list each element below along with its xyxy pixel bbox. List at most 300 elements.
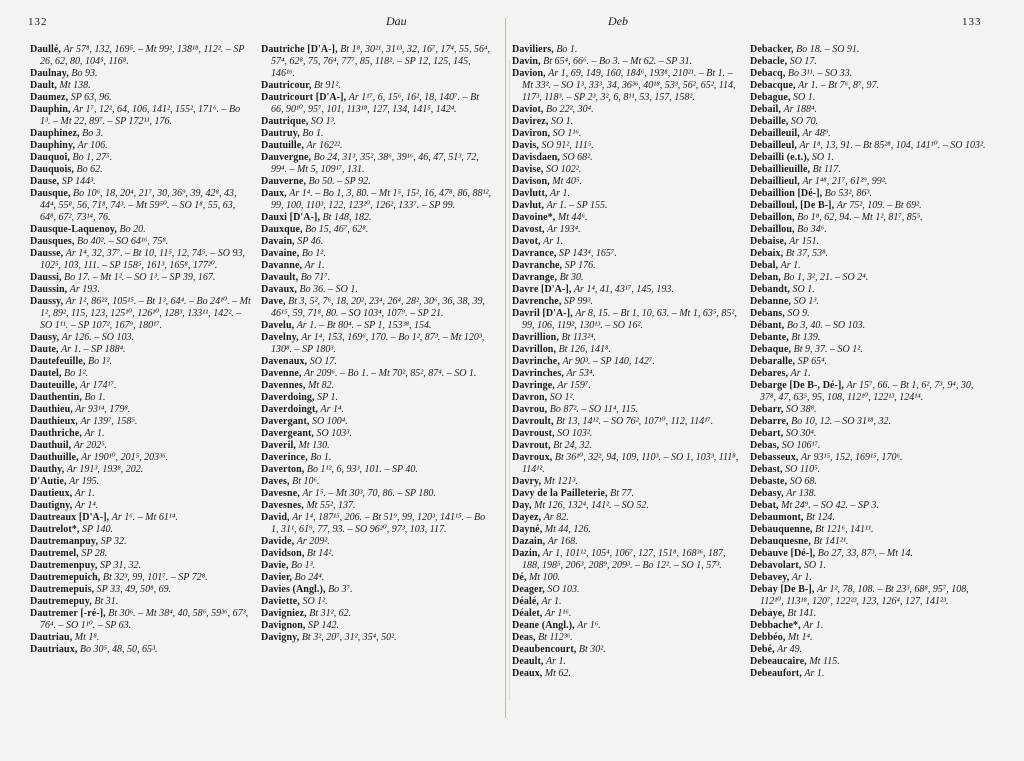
entry-references: Ar 1⁴. [320, 404, 345, 415]
left-page [18, 0, 508, 761]
index-entry [261, 512, 493, 536]
entry-references: Mt 55², 137. [306, 500, 356, 511]
index-entry [30, 248, 253, 272]
entry-name: Daveril, [261, 440, 296, 451]
entry-references: Bo 1. [310, 452, 332, 463]
entry-references: Bt 139. [791, 332, 821, 343]
entry-name: Debasy, [750, 488, 784, 499]
entry-name: Davigny, [261, 632, 300, 643]
entry-references: Bt 36¹⁰, 32², 94, 109, 110³. – SO 1, 103³, 111⁸, 114¹². [522, 452, 739, 475]
index-entry [512, 596, 744, 608]
index-entry [750, 620, 988, 632]
index-entry [750, 164, 988, 176]
index-entry [750, 272, 988, 284]
entry-references: Bo 71⁷. [300, 272, 331, 283]
index-entry [750, 632, 988, 644]
entry-references: Bt 30². [578, 644, 606, 655]
entry-references: Ar 1⁶. [577, 620, 601, 631]
entry-name: Debaise, [750, 236, 787, 247]
entry-references: SP 65⁴. [797, 356, 828, 367]
entry-name: Dazain, [512, 536, 546, 547]
entry-name: Dautremel, [30, 548, 79, 559]
index-entry [261, 560, 493, 572]
entry-name: Debauve [Dé-], [750, 548, 816, 559]
index-entry [512, 260, 744, 272]
index-entry [750, 404, 988, 416]
entry-references: SO 110⁵. [785, 464, 821, 475]
index-entry [750, 584, 988, 608]
entry-references: Bo 36. – SO 1. [299, 284, 358, 295]
entry-references: Bo 15, 46⁷, 62⁸. [305, 224, 369, 235]
entry-references: Bo 17. – Mt 1². – SO 1³. – SP 39, 167. [64, 272, 216, 283]
entry-references: Bo 34⁶. [797, 224, 827, 235]
entry-name: Debailloul, [De B-], [750, 200, 835, 211]
entry-references: Ar 90³. – SP 140, 142⁷. [562, 356, 655, 367]
entry-name: Davrance, [512, 248, 557, 259]
entry-references: Ar 126. – SO 103. [61, 332, 134, 343]
index-entry [512, 428, 744, 440]
index-entry [512, 440, 744, 452]
entry-name: Dautricourt [D'A-], [261, 92, 347, 103]
index-entry [261, 128, 493, 140]
index-entry [261, 572, 493, 584]
index-entry [512, 344, 744, 356]
entry-name: Dauphiny, [30, 140, 76, 151]
entry-references: Ar 191³, 193⁸, 202. [66, 464, 144, 475]
entry-name: Debaillieuille, [750, 164, 811, 175]
entry-references: Ar 1⁴, 187¹⁵, 206. – Bt 51⁹, 99, 120³, 141¹⁵. – Bo 1, 31¹, 61⁹, 77, 93. – SO 96²⁰, 97³, 103, 117. [271, 512, 486, 535]
entry-references: Ar 49. [777, 644, 803, 655]
entry-name: Dayné, [512, 524, 543, 535]
entry-name: Debaumont, [750, 512, 804, 523]
entry-references: Ar 1⁴, 153, 169⁶, 170. – Bo 1², 87³. – Mt 120³, 130⁸. – SP 180³. [271, 332, 485, 355]
index-entry [512, 296, 744, 308]
index-entry [512, 56, 744, 68]
entry-references: Bt 30⁶. – Mt 38⁴, 40, 58⁶, 59³⁶, 67³, 76⁴. – SO 1¹⁰. – SP 63. [40, 608, 249, 631]
entry-name: Dauthentin, [30, 392, 82, 403]
index-entry [750, 140, 988, 152]
index-entry [30, 296, 253, 332]
index-entry [30, 572, 253, 584]
index-entry [750, 380, 988, 404]
entry-references: Mt 115. [809, 656, 840, 667]
right-page-number: 133 [962, 16, 982, 28]
entry-references: Ar 15⁷, 66. – Bt 1, 6², 7³, 9⁴, 30, 37⁸, 47, 63⁵, 95, 108, 112¹⁰, 122¹³, 124¹⁴. [760, 380, 974, 403]
index-entry [750, 368, 988, 380]
entry-references: Bt 121⁶, 141¹¹. [815, 524, 874, 535]
index-entry [30, 512, 253, 524]
entry-name: Davaine, [261, 248, 300, 259]
index-entry [512, 128, 744, 140]
entry-references: Ar 1, 101¹², 105⁴, 106⁷, 127, 151⁸, 168³⁶, 187, 188, 198⁵, 206³, 208⁹, 209³. – Bo 12². – SO 1, 57³. [522, 548, 726, 571]
entry-references: SO 1. [792, 284, 815, 295]
entry-name: Davy de la Pailleterie, [512, 488, 608, 499]
entry-name: Debail, [750, 104, 781, 115]
entry-name: Davroust, [512, 428, 555, 439]
index-entry [261, 392, 493, 404]
entry-name: Davrout, [512, 440, 551, 451]
entry-name: Daverton, [261, 464, 305, 475]
entry-references: Ar 1², 86²², 105¹⁵. – Bt 1³, 64⁴. – Bo 24¹⁰. – Mt 1², 89², 115, 123, 125¹⁰, 126¹⁰, 128³, 133¹¹, 142². – SO 1¹¹. – SP 107², 167⁹, 180¹⁷. [40, 296, 251, 331]
entry-name: Dautricour, [261, 80, 312, 91]
entry-name: Davril [D'A-], [512, 308, 573, 319]
entry-name: Davre [D'A-], [512, 284, 572, 295]
right-column-1 [512, 44, 744, 680]
entry-references: Ar 1. – SP 188⁴. [61, 344, 126, 355]
index-entry [750, 200, 988, 212]
index-entry [30, 404, 253, 416]
index-entry [30, 332, 253, 344]
entry-name: Debaillou, [750, 224, 795, 235]
entry-name: Davoine*, [512, 212, 556, 223]
entry-name: Daviron, [512, 128, 551, 139]
index-entry [750, 476, 988, 488]
entry-references: SO 103³. [316, 428, 352, 439]
entry-name: Deault, [512, 656, 544, 667]
entry-references: Ar 195. [69, 476, 100, 487]
entry-references: SP 142. [308, 620, 339, 631]
index-entry [261, 152, 493, 176]
entry-name: Debarge [De B-, Dé-], [750, 380, 845, 391]
entry-name: Davrinches, [512, 368, 564, 379]
entry-name: Davignon, [261, 620, 306, 631]
entry-references: SO 1². [549, 392, 575, 403]
entry-references: Bo 20. [119, 224, 146, 235]
entry-name: Dautremepuy, [30, 596, 92, 607]
entry-name: Day, [512, 500, 532, 511]
entry-references: Ar 1¹⁶. [544, 608, 572, 619]
entry-name: Dauteuille, [30, 380, 78, 391]
index-entry [261, 44, 493, 80]
entry-name: Dauquois, [30, 164, 74, 175]
entry-references: SO 1. [550, 116, 574, 127]
entry-references: Ar 1¹⁷, 6, 15⁶, 16², 18, 140⁷. – Bt 66, 90¹⁰, 95⁷, 101, 113¹⁸, 127, 134, 141⁵, 142⁴. [271, 92, 480, 115]
entry-references: Bt 9, 37. – SO 1². [793, 344, 863, 355]
index-entry [30, 128, 253, 140]
index-entry [512, 236, 744, 248]
entry-references: Bt 126, 141⁸. [558, 344, 611, 355]
entry-name: Dauthriche, [30, 428, 82, 439]
entry-name: Dautuille, [261, 140, 304, 151]
index-entry [30, 488, 253, 500]
index-entry [750, 44, 988, 56]
entry-name: Daux, [261, 188, 287, 199]
index-entry [512, 188, 744, 200]
entry-name: Davesne, [261, 488, 300, 499]
entry-references: Ar 106. [77, 140, 108, 151]
entry-references: Ar 190¹⁰, 201⁵, 203³⁶. [81, 452, 169, 463]
right-columns [512, 44, 1002, 680]
index-entry [30, 416, 253, 428]
index-entry [30, 536, 253, 548]
index-entry [30, 452, 253, 464]
entry-references: Bt 31. [94, 596, 119, 607]
entry-references: Ar 174¹⁷. [80, 380, 117, 391]
index-entry [30, 92, 253, 104]
index-entry [30, 80, 253, 92]
entry-name: Debaillon, [750, 212, 795, 223]
entry-references: SO 1². [302, 596, 328, 607]
entry-references: SO 1¹⁶. [552, 128, 582, 139]
entry-name: Daverdoingt, [261, 404, 319, 415]
index-entry [750, 500, 988, 512]
entry-references: Mt 130. [298, 440, 330, 451]
entry-name: Dauxi [D'A-], [261, 212, 321, 223]
entry-references: SO 100⁴. [312, 416, 348, 427]
entry-name: Debas, [750, 440, 780, 451]
entry-references: Bo 1³. [291, 560, 316, 571]
entry-references: Ar 1. [780, 260, 801, 271]
index-entry [30, 68, 253, 80]
index-entry [261, 488, 493, 500]
entry-references: SP 143⁴, 165⁷. [559, 248, 617, 259]
entry-references: Mt 138. [59, 80, 91, 91]
entry-references: Bo 3⁷. [328, 584, 353, 595]
entry-references: Bo 27, 33, 87³. – Mt 14. [817, 548, 913, 559]
entry-name: Dautremenpuy, [30, 560, 98, 571]
entry-name: Debaste, [750, 476, 788, 487]
entry-references: Bt 30. [559, 272, 584, 283]
entry-references: Mt 24⁹. – SO 42. – SP 3. [781, 500, 879, 511]
right-page [512, 0, 1002, 761]
index-entry [261, 608, 493, 620]
entry-name: David, [261, 512, 290, 523]
entry-references: Mt 121³. [543, 476, 578, 487]
index-entry [30, 524, 253, 536]
index-entry [512, 572, 744, 584]
index-entry [750, 464, 988, 476]
entry-name: Debal, [750, 260, 779, 271]
index-entry [750, 332, 988, 344]
entry-references: Ar 209². [296, 536, 330, 547]
entry-references: Bt 112³⁶. [538, 632, 573, 643]
entry-references: Bo 1². [87, 356, 113, 367]
entry-references: Bo 1, 27⁵. [72, 152, 113, 163]
index-entry [261, 236, 493, 248]
entry-name: Davranche, [512, 260, 563, 271]
entry-name: Debaillieul, [750, 176, 800, 187]
entry-references: Ar 138. [786, 488, 817, 499]
entry-name: Debanne, [750, 296, 792, 307]
entry-name: Davis, [512, 140, 539, 151]
entry-references: SO 1. [793, 92, 816, 103]
entry-references: Ar 1⁴⁸, 21⁷, 61²⁹, 99². [802, 176, 888, 187]
entry-name: Dautigny, [30, 500, 73, 511]
entry-references: Bt 141²¹. [813, 536, 849, 547]
entry-references: Ar 1⁵. – Mt 30³, 70, 86. – SP 180. [302, 488, 436, 499]
index-entry [750, 176, 988, 188]
entry-references: Ar 202⁵. [73, 440, 108, 451]
index-entry [750, 224, 988, 236]
index-entry [512, 452, 744, 476]
index-entry [750, 416, 988, 428]
index-entry [261, 632, 493, 644]
entry-references: Ar 1⁶. – Mt 61¹⁴. [111, 512, 178, 523]
index-entry [750, 668, 988, 680]
index-entry [30, 164, 253, 176]
entry-references: Ar 57⁸, 132, 169⁵. – Mt 99², 138¹⁸, 112². – SP 26, 62, 80, 104⁵, 116⁸. [40, 44, 245, 67]
entry-name: Dault, [30, 80, 57, 91]
entry-name: Daulnay, [30, 68, 69, 79]
index-entry [512, 224, 744, 236]
entry-references: SO 68. [789, 476, 817, 487]
index-entry [30, 284, 253, 296]
entry-name: Debaix, [750, 248, 784, 259]
entry-references: Bo 1. [556, 44, 578, 55]
index-entry [261, 476, 493, 488]
entry-name: Daviette, [261, 596, 300, 607]
entry-name: Dauthieu, [30, 404, 73, 415]
index-entry [512, 164, 744, 176]
index-entry [750, 560, 988, 572]
entry-name: Deas, [512, 632, 536, 643]
entry-references: Ar 1. [550, 188, 571, 199]
entry-references: Bo 1¹², 6, 93³, 101. – SP 40. [306, 464, 418, 475]
index-entry [750, 452, 988, 464]
entry-references: Bt 65⁴, 66⁶. – Bo 3. – Mt 62. – SP 31. [543, 56, 693, 67]
entry-references: Bt 3², 20⁷, 31², 35⁴, 50². [301, 632, 397, 643]
entry-name: Davrenche, [512, 296, 562, 307]
entry-references: Mt 100. [528, 572, 561, 583]
entry-name: Dautremanpuy, [30, 536, 99, 547]
entry-name: Davergant, [261, 416, 310, 427]
entry-name: Debacker, [750, 44, 794, 55]
index-entry [30, 608, 253, 632]
entry-references: Bo 24⁴. [294, 572, 325, 583]
entry-name: Debacque, [750, 80, 796, 91]
entry-references: SO 1. [811, 152, 835, 163]
entry-references: Mt 1⁴. [787, 632, 813, 643]
index-entry [512, 176, 744, 188]
index-entry [261, 260, 493, 272]
entry-name: Dautreaux [D'A-], [30, 512, 110, 523]
entry-references: Ar 1. [803, 620, 824, 631]
entry-name: Dausse, [30, 248, 64, 259]
entry-name: Daussy, [30, 296, 64, 307]
index-entry [261, 404, 493, 416]
index-entry [512, 68, 744, 104]
entry-references: Ar 1, 69, 149, 160, 184⁶, 193⁸, 210²¹. – Bt 1. – Mt 33². – SO 1³, 33³, 34, 36³⁶, 40¹⁸, 53³, 56², 65², 114, 117³, 118³. – SP 2³, 3², 6, 8¹¹, 53, 157, 158². [522, 68, 736, 103]
entry-references: Ar 8, 15. – Bt 1, 10, 63. – Mt 1, 63⁵, 85², 99, 106, 119², 130¹³. – SO 16². [522, 308, 737, 331]
entry-name: Debandt, [750, 284, 790, 295]
entry-name: Debart, [750, 428, 784, 439]
index-entry [261, 584, 493, 596]
entry-references: Ar 151. [789, 236, 820, 247]
entry-references: Bo 24, 31³, 35², 38⁶, 39¹⁶, 46, 47, 51³, 72, 99⁴. – Mt 5, 109¹⁷, 131. [271, 152, 479, 175]
index-entry [512, 212, 744, 224]
entry-references: Bt 124. [806, 512, 835, 523]
entry-name: Dauphin, [30, 104, 71, 115]
entry-name: Davier, [261, 572, 293, 583]
entry-name: Debarr, [750, 404, 784, 415]
index-entry [261, 188, 493, 212]
entry-name: Davigniez, [261, 608, 307, 619]
entry-name: Davenne, [261, 368, 302, 379]
entry-references: Bt 77. [610, 488, 634, 499]
entry-references: Bt 91². [313, 80, 341, 91]
entry-references: SO 68². [562, 152, 593, 163]
index-entry [30, 560, 253, 572]
entry-references: SP 144³. [61, 176, 96, 187]
index-entry [750, 248, 988, 260]
entry-name: Dauvergne, [261, 152, 312, 163]
entry-name: Davringe, [512, 380, 555, 391]
index-entry [30, 272, 253, 284]
entry-references: Ar 1. [84, 428, 105, 439]
entry-references: SO 1³. [793, 296, 819, 307]
entry-name: Debavolart, [750, 560, 802, 571]
entry-name: Dautriaux, [30, 644, 78, 655]
entry-references: Mt 62. [544, 668, 571, 679]
entry-name: Daviliers, [512, 44, 554, 55]
entry-references: Bt 148, 182. [322, 212, 372, 223]
index-entry [512, 500, 744, 512]
entry-name: Debé, [750, 644, 775, 655]
entry-references: Bo 3¹¹. – SO 33. [787, 68, 853, 79]
entry-references: Bt 24, 32. [553, 440, 593, 451]
entry-name: Davenaux, [261, 356, 308, 367]
entry-name: Davrinche, [512, 356, 560, 367]
entry-references: Ar 1. – SP 155. [546, 200, 608, 211]
entry-name: Davennes, [261, 380, 306, 391]
index-entry [750, 656, 988, 668]
index-entry [750, 104, 988, 116]
entry-references: Ar 1. [804, 668, 825, 679]
entry-references: Bo 62. [76, 164, 103, 175]
entry-name: Dausy, [30, 332, 60, 343]
entry-references: SP 32. [100, 536, 127, 547]
index-entry [750, 236, 988, 248]
entry-references: Ar 93¹⁴, 179⁸. [75, 404, 131, 415]
entry-name: Deane (Angl.), [512, 620, 575, 631]
entry-references: SP 99³. [563, 296, 593, 307]
index-entry [261, 92, 493, 116]
index-entry [30, 176, 253, 188]
index-entry [261, 284, 493, 296]
index-entry [512, 272, 744, 284]
index-entry [750, 152, 988, 164]
entry-name: Debacle, [750, 56, 788, 67]
left-running-head: Dau [386, 14, 407, 28]
index-entry [30, 392, 253, 404]
entry-references: Ar 53⁴. [566, 368, 595, 379]
index-entry [30, 464, 253, 476]
entry-name: Dautel, [30, 368, 62, 379]
entry-name: Daverince, [261, 452, 308, 463]
index-entry [512, 332, 744, 344]
right-running-head: Deb [608, 14, 628, 28]
gutter-line-inner [509, 60, 510, 700]
index-entry [512, 476, 744, 488]
entry-name: Davrou, [512, 404, 548, 415]
entry-name: Dauphinez, [30, 128, 80, 139]
entry-references: Bt 117. [812, 164, 841, 175]
entry-name: Debaye, [750, 608, 785, 619]
entry-name: Debeaufort, [750, 668, 802, 679]
entry-references: Bo 53², 86³. [824, 188, 872, 199]
index-entry [750, 644, 988, 656]
entry-name: Dazin, [512, 548, 541, 559]
index-entry [261, 320, 493, 332]
entry-name: Dauxque, [261, 224, 303, 235]
index-entry [30, 440, 253, 452]
entry-references: Bo 22², 30⁴. [546, 104, 594, 115]
entry-name: Debat, [750, 500, 779, 511]
entry-name: Dautremepuich, [30, 572, 101, 583]
entry-name: Deaubencourt, [512, 644, 577, 655]
index-entry [261, 380, 493, 392]
entry-references: Bo 87². – SO 11⁴, 115. [549, 404, 639, 415]
